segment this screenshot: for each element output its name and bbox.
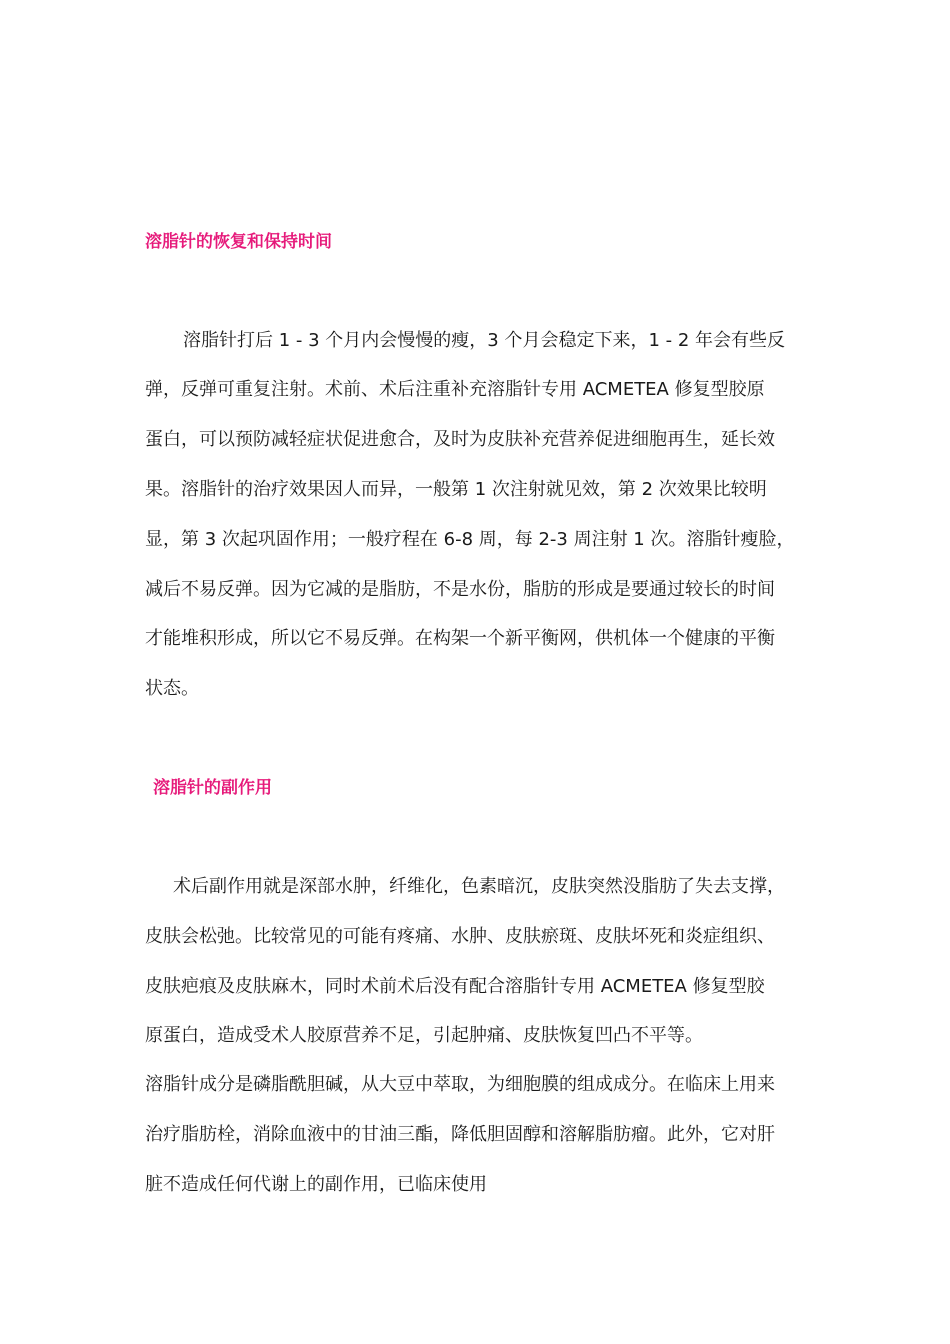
paragraph-line: 治疗脂肪栓，消除血液中的甘油三酯，降低胆固醇和溶解脂肪瘤。此外，它对肝 — [145, 1124, 775, 1145]
paragraph-line: 术后副作用就是深部水肿，纤维化，色素暗沉，皮肤突然没脂肪了失去支撑， — [173, 876, 785, 897]
paragraph-line: 皮肤会松弛。比较常见的可能有疼痛、水肿、皮肤瘀斑、皮肤坏死和炎症组织、 — [145, 926, 775, 947]
paragraph-line: 皮肤疤痕及皮肤麻木，同时术前术后没有配合溶脂针专用 ACMETEA 修复型胶 — [145, 976, 765, 997]
paragraph-line: 果。溶脂针的治疗效果因人而异，一般第 1 次注射就见效，第 2 次效果比较明 — [145, 479, 767, 500]
paragraph-line: 状态。 — [145, 678, 199, 699]
paragraph-line: 脏不造成任何代谢上的副作用，已临床使用 — [145, 1174, 487, 1195]
paragraph-line: 减后不易反弹。因为它减的是脂肪，不是水份，脂肪的形成是要通过较长的时间 — [145, 579, 775, 600]
paragraph-line: 溶脂针打后 1 - 3 个月内会慢慢的瘦，3 个月会稳定下来，1 - 2 年会有些反 — [183, 330, 786, 351]
section-heading-recovery: 溶脂针的恢复和保持时间 — [145, 232, 332, 252]
section-heading-side-effects: 溶脂针的副作用 — [153, 778, 272, 798]
paragraph-line: 显，第 3 次起巩固作用；一般疗程在 6-8 周，每 2-3 周注射 1 次。溶脂针瘦脸， — [145, 529, 795, 550]
paragraph-line: 弹，反弹可重复注射。术前、术后注重补充溶脂针专用 ACMETEA 修复型胶原 — [145, 379, 765, 400]
paragraph-line: 原蛋白，造成受术人胶原营养不足，引起肿痛、皮肤恢复凹凸不平等。 — [145, 1025, 703, 1046]
paragraph-line: 溶脂针成分是磷脂酰胆碱，从大豆中萃取，为细胞膜的组成成分。在临床上用来 — [145, 1074, 775, 1095]
paragraph-line: 才能堆积形成，所以它不易反弹。在构架一个新平衡网，供机体一个健康的平衡 — [145, 628, 775, 649]
paragraph-line: 蛋白，可以预防减轻症状促进愈合，及时为皮肤补充营养促进细胞再生，延长效 — [145, 429, 775, 450]
